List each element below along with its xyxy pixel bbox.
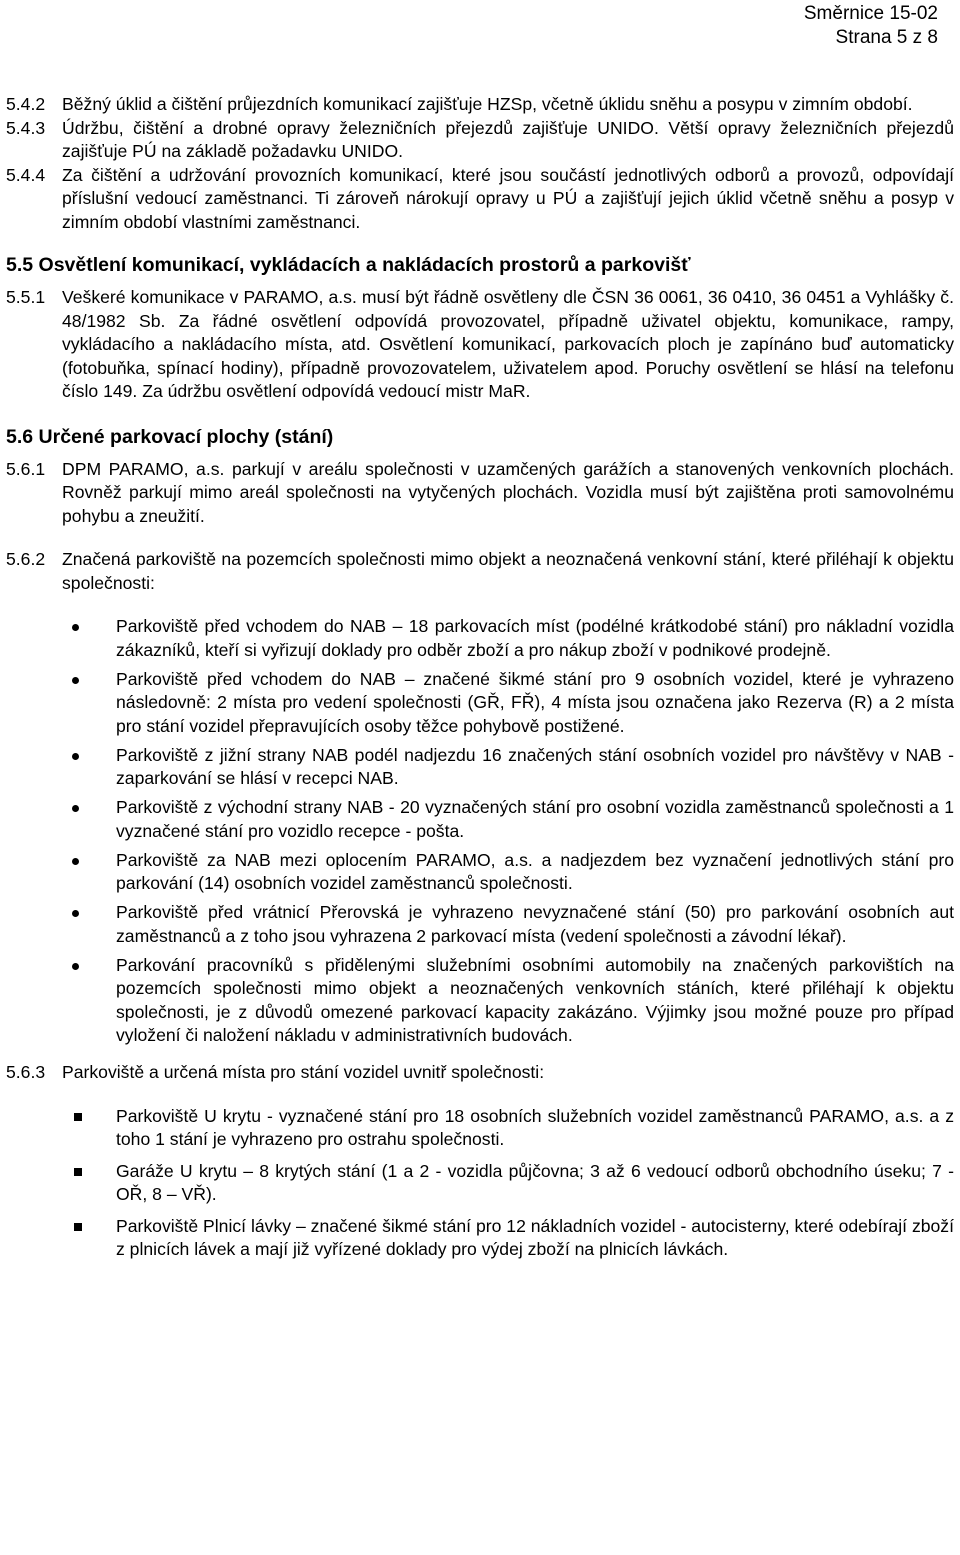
paragraph-text: Údržbu, čištění a drobné opravy železničních přejezdů zajišťuje UNIDO. Větší opravy železničních přejezdů zajišťuje PÚ na základě požadavku UNIDO. <box>62 117 954 161</box>
page-header <box>804 2 938 50</box>
paragraph-5-5-1 <box>6 286 954 404</box>
bullet-icon <box>72 753 79 760</box>
square-bullet-icon <box>74 1113 82 1121</box>
bullet-icon <box>72 677 79 684</box>
paragraph-5-4-2 <box>6 93 954 117</box>
paragraph-number: 5.6.3 <box>6 1062 46 1082</box>
paragraph-5-6-2 <box>6 548 954 595</box>
paragraph-5-6-3 <box>6 1061 954 1085</box>
paragraph-text: Parkoviště a určená místa pro stání vozidel uvnitř společnosti: <box>62 1062 545 1082</box>
section-heading-5-6: 5.6 Určené parkovací plochy (stání) <box>6 425 334 448</box>
bullet-icon <box>72 963 79 970</box>
paragraph-5-6-1 <box>6 458 954 529</box>
document-body <box>6 93 954 1270</box>
paragraph-text: Běžný úklid a čištění průjezdních komunikací zajišťuje HZSp, včetně úklidu sněhu a posypu v zimním období. <box>62 94 913 114</box>
paragraph-number: 5.6.2 <box>6 549 46 569</box>
bullet-icon <box>72 624 79 631</box>
list-item: Parkoviště z východní strany NAB - 20 vyznačených stání pro osobní vozidla zaměstnanců společnosti a 1 vyznačené stání pro vozidlo recepce - pošta. <box>6 796 954 843</box>
paragraph-5-4-4 <box>6 164 954 235</box>
list-item: Parkoviště před vchodem do NAB – 18 parkovacích míst (podélné krátkodobé stání) pro nákladní vozidla zákazníků, kteří si vyřizují doklady pro odběr zboží a pro nákup zboží v podnikové prodejně. <box>6 615 954 662</box>
page-number: Strana 5 z 8 <box>835 27 938 48</box>
list-item: Parkoviště z jižní strany NAB podél nadjezdu 16 značených stání osobních vozidel pro návštěvy v NAB - zaparkování se hlásí v recepci NAB. <box>6 744 954 791</box>
bullet-icon <box>72 858 79 865</box>
parking-list <box>6 615 954 1048</box>
paragraph-number: 5.6.1 <box>6 458 46 479</box>
paragraph-text: Značená parkoviště na pozemcích společnosti mimo objekt a neoznačená venkovní stání, které přiléhají k objektu společnosti: <box>62 549 954 593</box>
list-item: Parkoviště před vchodem do NAB – značené šikmé stání pro 9 osobních vozidel, které je vyhrazeno následovně: 2 místa pro vedení společnosti (GŘ, FŘ), 4 místa jsou označena jako Rezerva (R) a 2 místa pro stání vozidel přepravujících osoby těžce pohybově postižené. <box>6 668 954 739</box>
paragraph-number: 5.4.3 <box>6 117 46 138</box>
paragraph-number: 5.4.4 <box>6 164 46 185</box>
list-item: Parkoviště U krytu - vyznačené stání pro 18 osobních služebních vozidel zaměstnanců PARAMO, a.s. a z toho 1 stání je vyhrazeno pro ostrahu společnosti. <box>6 1105 954 1152</box>
square-bullet-icon <box>74 1168 82 1176</box>
bullet-icon <box>72 805 79 812</box>
bullet-icon <box>72 910 79 917</box>
paragraph-text: DPM PARAMO, a.s. parkují v areálu společnosti v uzamčených garážích a stanovených venkovních plochách. Rovněž parkují mimo areál společnosti na vytyčených plochách. Vozidla musí být zajištěna proti samovolnému pohybu a zneužití. <box>62 458 954 526</box>
paragraph-number: 5.5.1 <box>6 287 46 307</box>
square-bullet-icon <box>74 1223 82 1231</box>
list-item: Parkoviště před vrátnicí Přerovská je vyhrazeno nevyznačené stání (50) pro parkování osobních aut zaměstnanců a z toho jsou vyhrazena 2 parkovací místa (vedení společnosti a závodní lékař). <box>6 901 954 948</box>
paragraph-5-4-3 <box>6 117 954 164</box>
paragraph-text: Veškeré komunikace v PARAMO, a.s. musí být řádně osvětleny dle ČSN 36 0061, 36 0410, 36 0451 a Vyhlášky č. 48/1982 Sb. Za řádné osvětlení odpovídá provozovatel, případně uživatel objektu, komunikace, rampy, vykládacího a nakládacího místa, atd. Osvětlení komunikací, parkovacích ploch je zapínáno buď automaticky (fotobuňka, spínací hodiny), případně provozovatelem, uživatelem apod. Poruchy osvětlení se hlásí na telefonu číslo 149. Za údržbu osvětlení odpovídá vedoucí mistr MaR. <box>62 287 954 401</box>
list-item: Parkování pracovníků s přidělenými služebními osobními automobily na značených parkovištích na pozemcích společnosti mimo objekt a neoznačených venkovních stáních, které přiléhají k objektu společnosti, je z důvodů omezené parkovací kapacity zakázáno. Výjimky jsou možné pouze pro případ vyložení či naložení nákladu v administrativních budovách. <box>6 954 954 1048</box>
internal-parking-list <box>6 1105 954 1262</box>
paragraph-number: 5.4.2 <box>6 94 46 114</box>
list-item: Parkoviště Plnicí lávky – značené šikmé stání pro 12 nákladních vozidel - autocisterny, které odebírají zboží z plnicích lávek a mají již vyřízené doklady pro výdej zboží na plnicích lávkách. <box>6 1215 954 1262</box>
list-item: Parkoviště za NAB mezi oplocením PARAMO, a.s. a nadjezdem bez vyznačení jednotlivých stání pro parkování (14) osobních vozidel zaměstnanců společnosti. <box>6 849 954 896</box>
directive-number: Směrnice 15-02 <box>803 3 938 24</box>
paragraph-text: Za čištění a udržování provozních komunikací, které jsou součástí jednotlivých odborů a provozů, odpovídají příslušní vedoucí zaměstnanci. Ti zároveň nárokují opravy u PÚ a zajišťují jejich úklid včetně sněhu a posyp v zimním období vlastními zaměstnanci. <box>62 164 954 232</box>
list-item: Garáže U krytu – 8 krytých stání (1 a 2 - vozidla půjčovna; 3 až 6 vedoucí odborů obchodního úseku; 7 - OŘ, 8 – VŘ). <box>6 1160 954 1207</box>
section-heading-5-5: 5.5 Osvětlení komunikací, vykládacích a nakládacích prostorů a parkovišť <box>6 254 691 276</box>
